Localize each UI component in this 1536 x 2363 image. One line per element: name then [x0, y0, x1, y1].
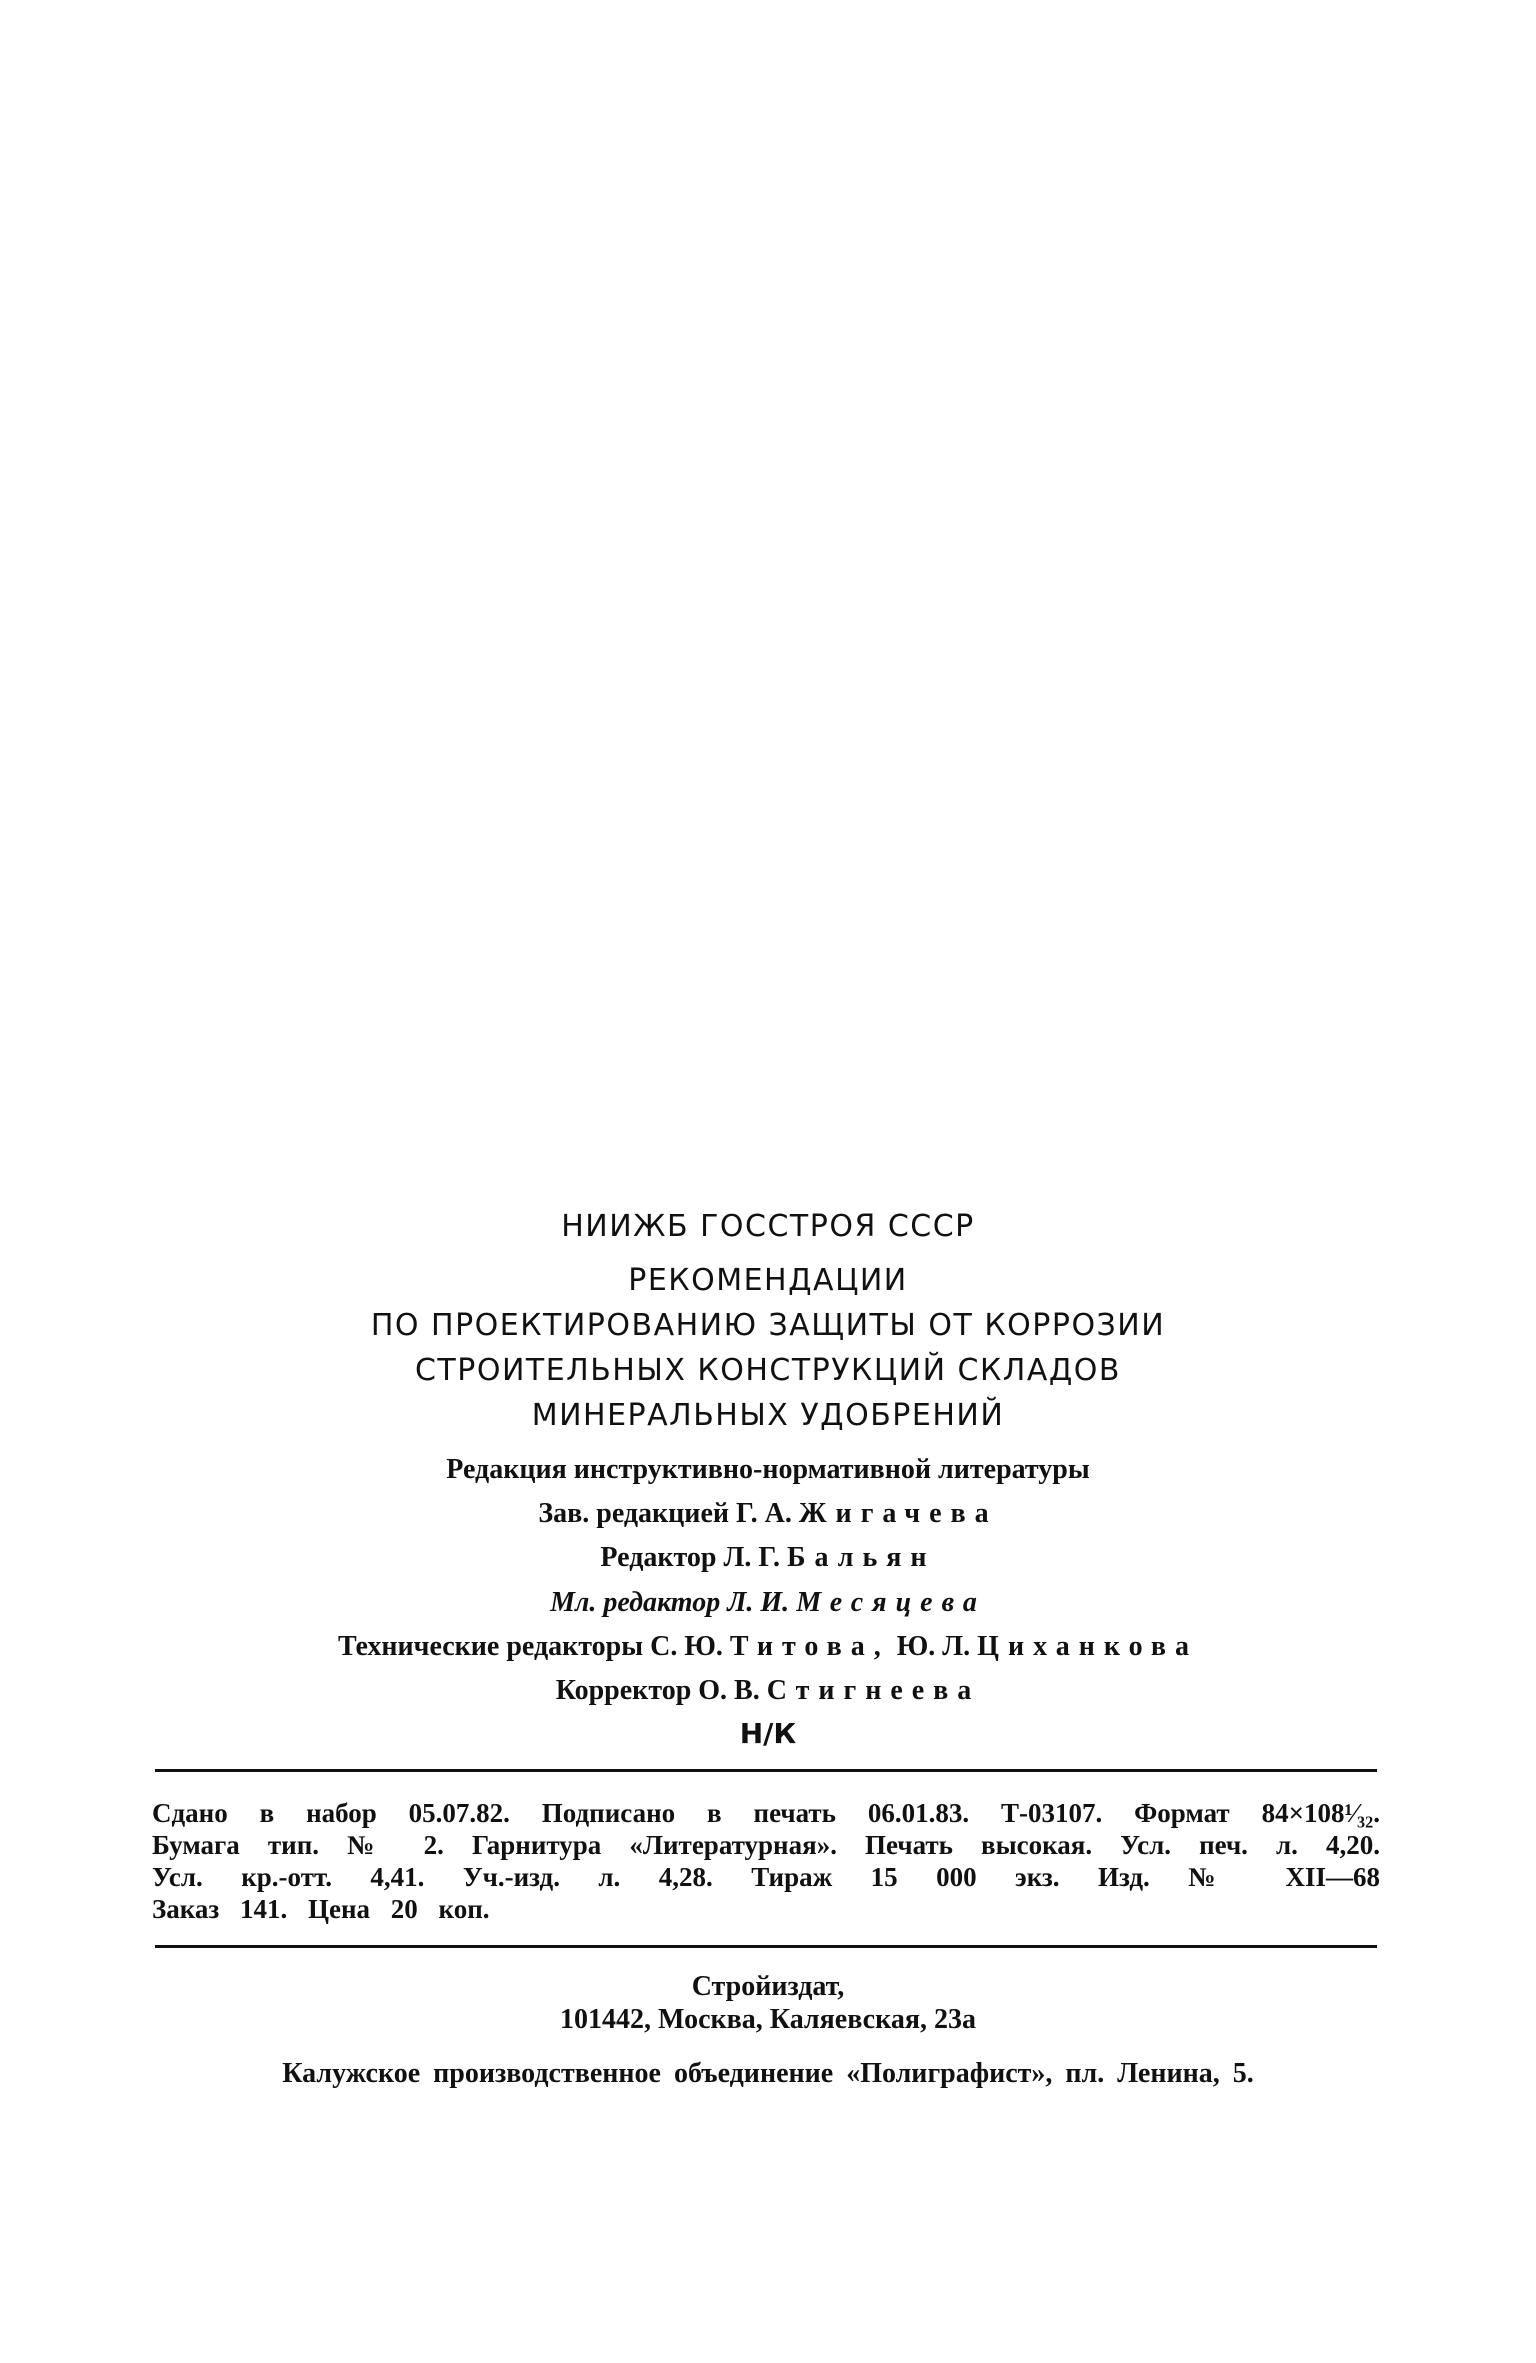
proofreader-name: Стигнеева	[766, 1675, 981, 1706]
head-editor-name: Жигачева	[798, 1498, 998, 1529]
title-line-2: ПО ПРОЕКТИРОВАНИЮ ЗАЩИТЫ ОТ КОРРОЗИИ	[370, 1308, 1166, 1343]
imprint-line-4: Заказ 141. Цена 20 коп.	[152, 1894, 490, 1924]
tech-editors-line	[0, 1633, 1536, 1661]
head-editor-label: Зав. редакцией Г. А.	[538, 1498, 792, 1529]
head-editor-line	[0, 1500, 1536, 1528]
title-line-1: РЕКОМЕНДАЦИИ	[628, 1263, 908, 1298]
junior-editor-name: Месяцева	[796, 1587, 986, 1618]
proofreader-label: Корректор О. В.	[555, 1675, 760, 1706]
junior-editor-label: Мл. редактор Л. И.	[550, 1587, 790, 1618]
divider-top	[155, 1769, 1377, 1772]
imprint-line-2: Бумага тип. № 2. Гарнитура «Литературная». Печать высокая. Усл. печ. л. 4,20.	[152, 1830, 1380, 1860]
publisher-address: 101442, Москва, Каляевская, 23а	[560, 2004, 976, 2035]
tech-editor-1: Титова,	[729, 1631, 890, 1662]
editor-line	[0, 1544, 1536, 1572]
edition-line: Редакция инструктивно-нормативной литературы	[446, 1454, 1090, 1485]
editor-label: Редактор Л. Г.	[600, 1542, 780, 1573]
imprint-line-3: Усл. кр.-отт. 4,41. Уч.-изд. л. 4,28. Тираж 15 000 экз. Изд. № XII—68	[152, 1862, 1380, 1892]
printer-line: Калужское производственное объединение «Полиграфист», пл. Ленина, 5.	[282, 2058, 1254, 2089]
imprint-line-1: Сдано в набор 05.07.82. Подписано в печать 06.01.83. Т-03107. Формат 84×108¹⁄₃₂.	[152, 1798, 1380, 1828]
publisher-name: Стройиздат,	[691, 1971, 845, 2002]
proofreader-line	[0, 1677, 1536, 1705]
title-line-3: СТРОИТЕЛЬНЫХ КОНСТРУКЦИЙ СКЛАДОВ	[414, 1353, 1122, 1388]
code-line: Н/К	[739, 1717, 797, 1750]
junior-editor-line	[0, 1589, 1536, 1617]
institute-heading: НИИЖБ ГОССТРОЯ СССР	[561, 1209, 975, 1244]
title-line-4: МИНЕРАЛЬНЫХ УДОБРЕНИЙ	[531, 1398, 1005, 1433]
divider-bottom	[155, 1945, 1377, 1948]
tech-editors-mid: Ю. Л.	[896, 1631, 971, 1662]
tech-editor-2: Циханкова	[977, 1631, 1199, 1662]
tech-editors-label: Технические редакторы С. Ю.	[337, 1631, 723, 1662]
editor-name: Бальян	[787, 1542, 936, 1573]
